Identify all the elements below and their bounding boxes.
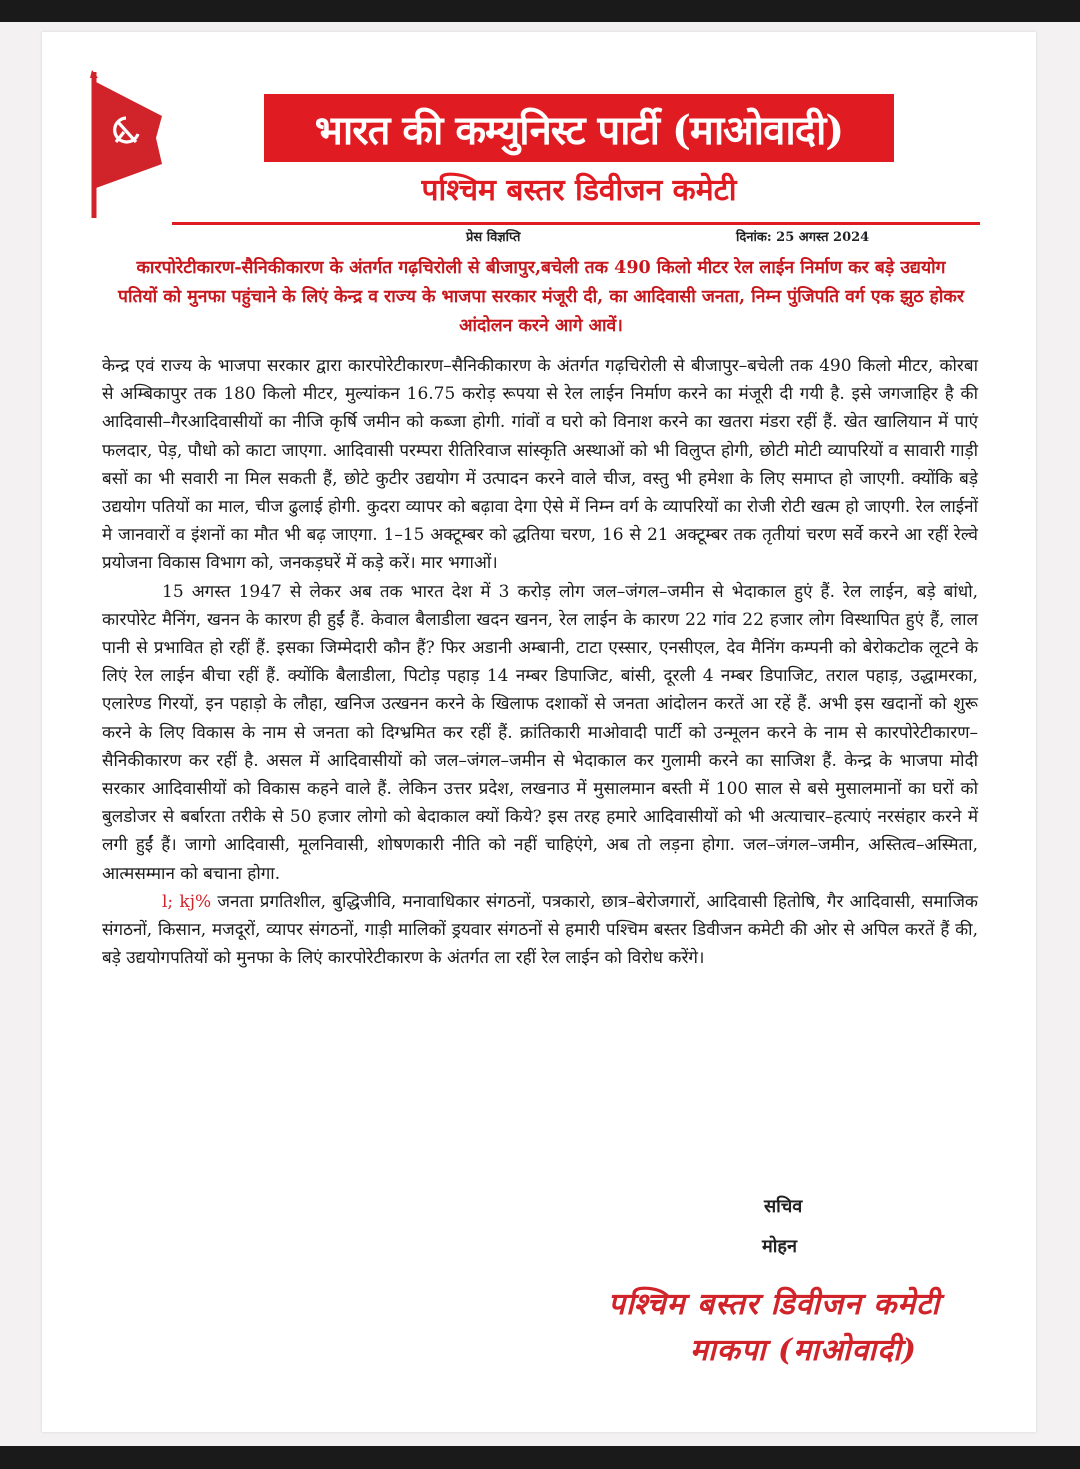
paragraph-1: केन्द्र एवं राज्य के भाजपा सरकार द्वारा कारपोरेटीकारण–सैनिकीकारण के अंतर्गत गढ़चिरोली से बीजापुर–बचेली तक 490 किलो मीटर, कोरबा से अम्बिकापुर तक 180 किलो मीटर, मुल्यांकन 16.75 करोड़ रूपया से रेल लाईन निर्माण करने का मंजूरी दी गयी है. इसे जगजाहिर है की आदिवासी–गैरआदिवासीयों का नीजि कृर्षि जमीन को कब्जा होगी. गांवों व घरो को विनाश करने का खतरा मंडरा रहीं हैं. खेत खालियान में पाएं फलदार, पेड़, पौधो को काटा जाएगा. आदिवासी परम्परा रीतिरिवाज सांस्कृति अस्थाओं को भी विलुप्त होगी, छोटी मोटी व्यापरियों व सावारी गाड़ी बसों का भी सवारी ना मिल सकती हैं, छोटे कुटीर उद्ययोग में उत्पादन करने वाले चीज, वस्तु भी हमेशा के लिए समाप्त हो जाएगी. क्योंकि बड़े उद्ययोग पतियों का माल, चीज ढुलाई होगी. कुदरा व्यापर को बढ़ावा देगा ऐसे में निम्न वर्ग के व्यापरियों का रोजी रोटी खत्म हो जाएगी. रेल लाईनों मे जानवारों व इंशनों का मौत भी बढ़ जाएगा. 1–15 अक्टूम्बर को द्धतिया चरण, 16 से 21 अक्टूम्बर तक तृतीयां चरण सर्वे करने आ रहीं रेल्वे प्रयोजना विकास विभाग को, जनकड़घरें में कड़े करें। मार भगाओं। (102, 356, 978, 574)
party-title-banner (264, 94, 894, 162)
party-title: भारत की कम्युनिस्ट पार्टी (माओवादी) (314, 106, 844, 154)
press-release-label: प्रेस विज्ञप्ति (466, 230, 521, 245)
document-frame (0, 22, 1080, 1446)
signature-name: मोहन (762, 1236, 797, 1257)
body-text (102, 352, 978, 972)
top-bar (0, 0, 1080, 22)
signature-committee: पश्चिम बस्तर डिवीजन कमेटी (608, 1287, 941, 1322)
header-divider (172, 222, 980, 225)
signature-party: माकपा (माओवादी) (690, 1333, 917, 1368)
bottom-bar (0, 1446, 1080, 1469)
paragraph-2: 15 अगस्त 1947 से लेकर अब तक भारत देश में 3 करोड़ लोग जल–जंगल–जमीन से भेदाकाल हुएं हैं. रेल लाईन, बड़े बांधो, कारपोरेट मैनिंग, खनन के कारण ही हुईं हैं. केवाल बैलाडीला खदन खनन, रेल लाईन के कारण 22 गांव 22 हजार लोग विस्थापित हुएं हैं, लाल पानी से प्रभावित हो रहीं हैं. इसका जिम्मेदारी कौन हैं? फिर अडानी अम्बानी, टाटा एस्सार, एनसीएल, देव मैनिंग कम्पनी को बेरोकटोक लूटने के लिएं रेल लाईन बीचा रहीं हैं. क्योंकि बैलाडीला, पिटोड़ पहाड़ 14 नम्बर डिपाजिट, बांसी, दूरली 4 नम्बर डिपाजिट, तराल पहाड़, उद्धामरका, एलारेण्ड गिरयों, इन पहाड़ो के लौहा, खनिज उत्खनन करने के खिलाफ दशाकों से जनता आंदोलन करतें आ रहें हैं. अभी इस खदानों को शुरू करने के लिए विकास के नाम से जनता को दिग्भ्रमित कर रहीं हैं. क्रांतिकारी माओवादी पार्टी को उन्मूलन करने के नाम से कारपोरेटीकारण–सैनिकीकारण कर रहीं है. असल में आदिवासीयों को जल–जंगल–जमीन से भेदाकाल कर गुलामी करने का साजिश हैं. केन्द्र के भाजपा मोदी सरकार आदिवासीयों को विकास कहने वाले हैं. लेकिन उत्तर प्रदेश, लखनाउ में मुसालमान बस्ती में 100 साल से बसे मुसालमानों का घरों को बुलडोजर से बर्बारता तरीके से 50 हजार लोगो को बेदाकाल क्यों किये? इस तरह हमारे आदिवासीयों को भी अत्याचार–हत्याएं नरसंहार करने में लगी हुईं हैं। जागो आदिवासी, मूलनिवासी, शोषणकारी नीति को नहीं चाहिएंगे, अब तो लड़ना होगा. जल–जंगल–जमीन, अस्तित्व–अस्मिता, आत्मसम्मान को बचाना होगा. (102, 581, 978, 884)
headline: कारपोरेटीकारण-सैनिकीकारण के अंतर्गत गढ़चिरोली से बीजापुर,बचेली तक 490 किलो मीटर रेल लाईन निर्माण कर बड़े उद्ययोग पतियों को मुनफा पहुंचाने के लिएं केन्द्र व राज्य के भाजपा सरकार मंजूरी दी, का आदिवासी जनता, निम्न पुंजिपति वर्ग एक झुठ होकर आंदोलन करने आगे आवें। (118, 258, 964, 336)
hammer-sickle-flag-icon (86, 68, 166, 218)
paragraph-3-text: जनता प्रगतिशील, बुद्धिजीवि, मनावाधिकार संगठनों, पत्रकारो, छात्र–बेरोजगारों, आदिवासी हितोषि, गैर आदिवासी, समाजिक संगठनों, किसान, मजदूरों, व्यापर संगठनों, गाड़ी मालिकों ड्रयवार संगठनों से हमारी पश्चिम बस्तर डिवीजन कमेटी की ओर से अपिल करतें हैं की, बड़े उद्ययोगपतियों को मुनफा के लिएं कारपोरेटीकारण के अंतर्गत ला रहीं रेल लाईन को विरोध करेंगे। (102, 891, 978, 969)
paragraph-3-prefix: l; kj% (162, 891, 212, 912)
press-release-page (42, 32, 1036, 1432)
committee-subtitle: पश्चिम बस्तर डिवीजन कमेटी (421, 173, 737, 208)
release-date: दिनांक: 25 अगस्त 2024 (736, 230, 870, 245)
signature-role: सचिव (764, 1196, 803, 1217)
paragraph-3 (102, 888, 978, 973)
